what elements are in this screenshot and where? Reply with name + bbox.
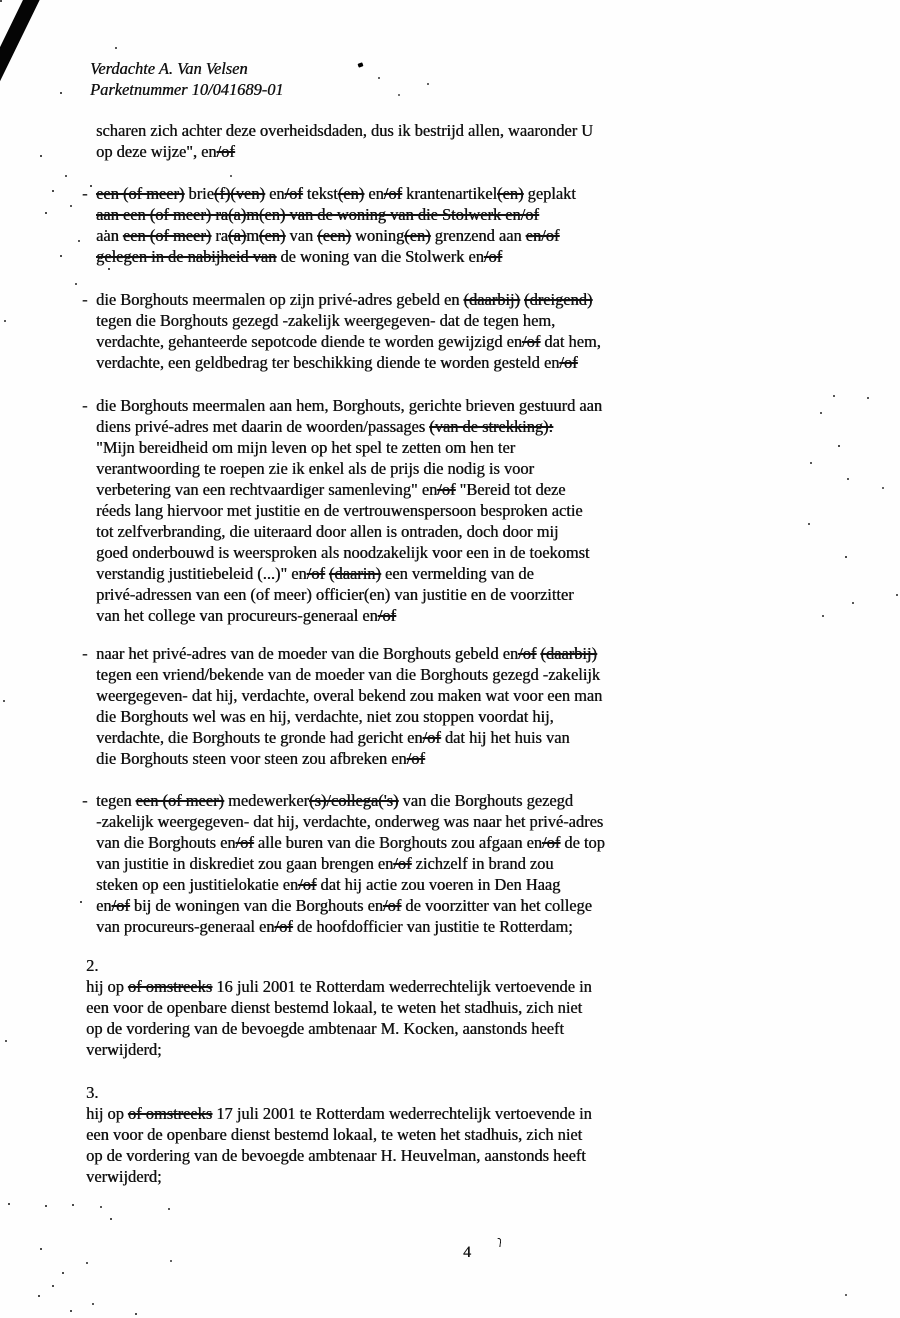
text-run: naar het privé-adres van de moeder van die Borghouts gebeld en (96, 644, 519, 663)
struck-text: (a) (227, 226, 247, 245)
struck-text: gelegen in de nabijheid van (96, 247, 277, 266)
page-number: 4 (463, 1244, 471, 1261)
text-run: verantwoording te roepen zie ik enkel als de prijs die nodig is voor (96, 459, 534, 478)
text-run: grenzend aan (430, 226, 526, 245)
text-run: die Borghouts meermalen op zijn privé-adres gebeld en (96, 290, 464, 309)
paragraph-text (96, 790, 820, 937)
indictment-item (80, 183, 820, 267)
struck-text: /of (298, 875, 317, 894)
text-run: réeds lang hiervoor met justitie en de vertrouwenspersoon besproken actie (96, 501, 583, 520)
paragraph (80, 120, 820, 162)
struck-text: /of (521, 332, 541, 351)
text-run: tot zelfverbranding, die uiteraard door allen is ontraden, doch door mij (96, 522, 559, 541)
text-run: woning (350, 226, 405, 245)
indictment-item (80, 289, 820, 373)
text-run: van die Borghouts en (96, 833, 236, 852)
text-run: tegen die Borghouts gezegd -zakelijk weergegeven- dat de tegen hem, (96, 311, 556, 330)
text-run: m (246, 226, 259, 245)
struck-text: een (of meer) (96, 184, 185, 203)
struck-text: /of (383, 184, 402, 203)
text-run: "Mijn bereidheid om mijn leven op het spel te zetten om hen ter (96, 438, 516, 457)
struck-text: /of (483, 247, 503, 266)
text-run: tegen een vriend/bekende van de moeder van die Borghouts gezegd -zakelijk (96, 665, 600, 684)
document-header (90, 58, 820, 100)
paragraph-text (86, 1103, 820, 1187)
text-run: die Borghouts wel was en hij, verdachte, niet zou stoppen voordat hij, (96, 707, 554, 726)
text-run: de top (560, 833, 605, 852)
text-run: dat hem, (540, 332, 601, 351)
paragraph-text (96, 395, 820, 626)
struck-text: (en) (258, 226, 286, 245)
struck-text: (van de strekking): (429, 417, 553, 436)
struck-text: (f)(ven) (213, 184, 265, 203)
struck-text: (en) (337, 184, 365, 203)
text-run: en (364, 184, 384, 203)
struck-text: /of (406, 749, 425, 768)
dash-bullet: - (82, 396, 88, 415)
struck-text: (daarbij) (540, 644, 597, 663)
struck-text: of omstreeks (127, 977, 213, 996)
text-run: diens privé-adres met daarin de woorden/passages (96, 417, 430, 436)
text-run: dat hij het huis van (440, 728, 570, 747)
struck-text: /of (541, 833, 561, 852)
text-run: een voor de openbare dienst bestemd lokaal, te weten het stadhuis, zich niet (86, 1125, 583, 1144)
struck-text: /of (382, 896, 402, 915)
text-run: verdachte, een geldbedrag ter beschikking diende te worden gesteld en (96, 353, 560, 372)
struck-text: /of (393, 854, 412, 873)
struck-text: (s)/collega('s) (308, 791, 399, 810)
text-run: goed onderbouwd is weersproken als noodzakelijk voor een in de toekomst (96, 543, 590, 562)
struck-text: of omstreeks (127, 1104, 213, 1123)
text-run: van die Borghouts gezegd (398, 791, 573, 810)
text-run: een voor de openbare dienst bestemd lokaal, te weten het stadhuis, zich niet (86, 998, 583, 1017)
dash-bullet: - (82, 290, 88, 309)
text-run: hij op (86, 977, 128, 996)
text-run: verdachte, gehanteerde sepotcode diende te worden gewijzigd en (96, 332, 522, 351)
text-run: scharen zich achter deze overheidsdaden, dus ik bestrijd allen, waaronder U (96, 121, 593, 140)
text-run: brie (184, 184, 214, 203)
text-run: de voorzitter van het college (401, 896, 592, 915)
text-run: verstandig justitiebeleid (...)" en (96, 564, 307, 583)
text-run: op de vordering van de bevoegde ambtenaar M. Kocken, aanstonds heeft (86, 1019, 564, 1038)
case-number: Parketnummer 10/041689-01 (90, 80, 284, 99)
paragraph-text (86, 976, 820, 1060)
document-content (80, 58, 820, 1187)
struck-text: /of (306, 564, 325, 583)
struck-text: /of (284, 184, 303, 203)
text-run: van procureurs-generaal en (96, 917, 275, 936)
paragraph-text (96, 183, 820, 267)
text-run: krantenartikel (401, 184, 498, 203)
scan-speckle-artifacts (0, 0, 2, 2)
count-number: 2. (86, 956, 99, 975)
struck-text: (en) (497, 184, 524, 203)
text-run: zichzelf in brand zou (411, 854, 554, 873)
text-run: van het college van procureurs-generaal en (96, 606, 378, 625)
struck-text: /of (518, 644, 537, 663)
text-run: verwijderd; (86, 1167, 162, 1186)
text-run: verdachte, die Borghouts te gronde had gericht en (96, 728, 423, 747)
dash-bullet: - (82, 184, 88, 203)
text-run: van justitie in diskrediet zou gaan brengen en (96, 854, 394, 873)
struck-text: /of (274, 917, 293, 936)
text-run: verwijderd; (86, 1040, 162, 1059)
struck-text: een (of meer) (135, 791, 224, 810)
defendant-name: Verdachte A. Van Velsen (90, 59, 248, 78)
struck-text: (daarin) (328, 564, 381, 583)
scan-fleck-artifact-footer (496, 1238, 501, 1247)
struck-text: /of (437, 480, 456, 499)
text-run: op deze wijze", en (96, 142, 217, 161)
struck-text: /of (377, 606, 396, 625)
text-run: die Borghouts meermalen aan hem, Borghouts, gerichte brieven gestuurd aan (96, 396, 602, 415)
text-run: een vermelding van de (380, 564, 534, 583)
text-run: tekst (302, 184, 338, 203)
struck-text: /of (111, 896, 130, 915)
count-number: 3. (86, 1083, 99, 1102)
struck-text: (daarbij) (463, 290, 520, 309)
numbered-count (86, 955, 820, 1060)
struck-text: /of (216, 142, 235, 161)
text-run: bij de woningen van die Borghouts en (129, 896, 383, 915)
text-run: 17 juli 2001 te Rotterdam wederrechtelijk vertoevende in (212, 1104, 592, 1123)
text-run: privé-adressen van een (of meer) officier(en) van justitie en de voorzitter (96, 585, 574, 604)
struck-text: (een) (317, 226, 351, 245)
text-run: alle buren van die Borghouts zou afgaan en (253, 833, 542, 852)
text-run: geplakt (523, 184, 576, 203)
text-run: medewerker (223, 791, 309, 810)
struck-text: (en) (404, 226, 431, 245)
paragraph-text (96, 120, 820, 162)
text-run: weergegeven- dat hij, verdachte, overal bekend zou maken wat voor een man (96, 686, 603, 705)
struck-text: /of (422, 728, 441, 747)
text-run: dat hij actie zou voeren in Den Haag (316, 875, 561, 894)
struck-text: een (of meer) (122, 226, 212, 245)
text-run: van (285, 226, 318, 245)
text-run: hij op (86, 1104, 128, 1123)
indictment-item (80, 643, 820, 769)
text-run: die Borghouts steen voor steen zou afbreken en (96, 749, 407, 768)
dash-bullet: - (82, 644, 88, 663)
scan-streak-artifact (0, 0, 43, 128)
paragraph-text (96, 643, 820, 769)
text-run: steken op een justitielokatie en (96, 875, 299, 894)
text-run: en (96, 896, 112, 915)
text-run: de woning van die Stolwerk en (276, 247, 484, 266)
struck-text: /of (235, 833, 254, 852)
text-run: de hoofdofficier van justitie te Rotterdam; (292, 917, 573, 936)
text-run: "Bereid tot deze (455, 480, 566, 499)
text-run: ra (211, 226, 228, 245)
struck-text: en/of (525, 226, 560, 245)
text-run: -zakelijk weergegeven- dat hij, verdachte, onderweg was naar het privé-adres (96, 812, 604, 831)
text-run: 16 juli 2001 te Rotterdam wederrechtelijk vertoevende in (212, 977, 592, 996)
text-run: op de vordering van de bevoegde ambtenaar H. Heuvelman, aanstonds heeft (86, 1146, 586, 1165)
dash-bullet: - (82, 791, 88, 810)
struck-text: (dreigend) (524, 290, 593, 309)
struck-text: /of (559, 353, 578, 372)
text-run: aan (96, 226, 123, 245)
text-run: tegen (96, 791, 136, 810)
indictment-item (80, 790, 820, 937)
paragraph-text (96, 289, 820, 373)
numbered-count (86, 1082, 820, 1187)
indictment-item (80, 395, 820, 626)
text-run: en (264, 184, 285, 203)
struck-text: aan een (of meer) ra(a)m(en) van de woning van die Stolwerk en/of (96, 205, 539, 224)
text-run: verbetering van een rechtvaardiger samenleving" en (96, 480, 438, 499)
document-body (80, 120, 820, 1187)
